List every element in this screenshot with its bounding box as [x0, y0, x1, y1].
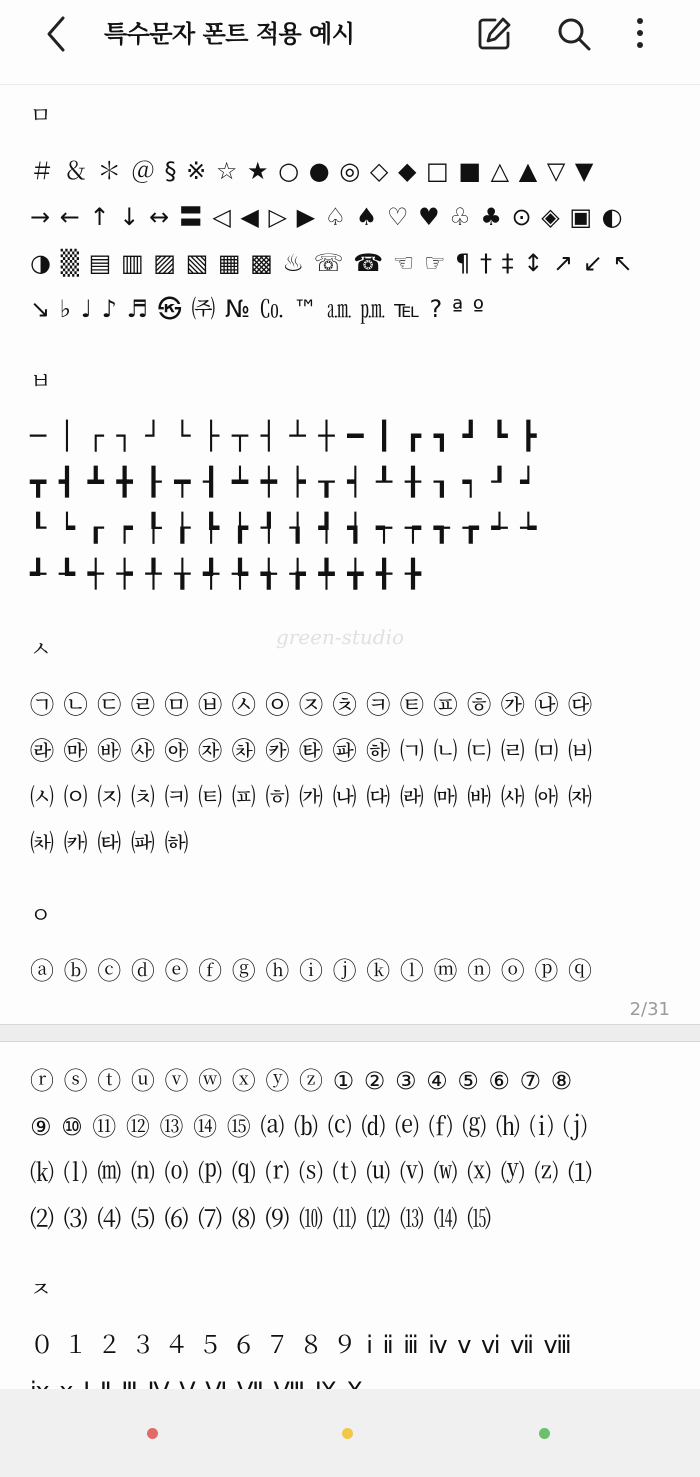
back-button[interactable] [38, 14, 78, 54]
symbol-line: ◑ ▒ ▤ ▥ ▨ ▧ ▦ ▩ ♨ ☏ ☎ ☜ ☞ ¶ † ‡ ↕ ↗ ↙ ↖ [30, 249, 634, 277]
watermark: green-studio [275, 625, 405, 649]
symbol-line: → ← ↑ ↓ ↔ 〓 ◁ ◀ ▷ ▶ ♤ ♠ ♡ ♥ ♧ ♣ ⊙ ◈ ▣ ◐ [30, 203, 624, 231]
search-button[interactable] [554, 14, 594, 54]
edit-icon [474, 14, 514, 54]
symbol-section [30, 1058, 670, 1242]
page-title: 특수문자 폰트 적용 예시 [104, 20, 355, 48]
back-arrow-icon [38, 14, 78, 54]
section-heading: ㅂ [30, 370, 52, 395]
more-options-button[interactable] [620, 14, 660, 54]
symbol-line: ⓐ ⓑ ⓒ ⓓ ⓔ ⓕ ⓖ ⓗ ⓘ ⓙ ⓚ ⓛ ⓜ ⓝ ⓞ ⓟ ⓠ [30, 957, 594, 985]
symbol-line: ┖ ┕ ┎ ┍ ┞ ┟ ┡ ┢ ┦ ┧ ┩ ┪ ┭ ┮ ┱ ┲ ┵ ┶ [30, 513, 539, 544]
section-heading: ㅇ [30, 904, 52, 929]
symbol-line: ＃ ＆ ＊ ＠ § ※ ☆ ★ ○ ● ◎ ◇ ◆ □ ■ △ ▲ ▽ ▼ [30, 157, 595, 185]
symbol-line: ↘ ♭ ♩ ♪ ♬ ㉿ ㈜ № ㏇ ™ ㏂ ㏘ ℡ ? ª º [30, 295, 486, 323]
symbol-line: ㈆ ㈇ ㈈ ㈉ ㈊ ㈋ ㈌ ㈍ ㈎ ㈏ ㈐ ㈑ ㈒ ㈓ ㈔ ㈕ ㈖ [30, 783, 594, 811]
symbol-line: ⓡ ⓢ ⓣ ⓤ ⓥ ⓦ ⓧ ⓨ ⓩ ① ② ③ ④ ⑤ ⑥ ⑦ ⑧ [30, 1067, 574, 1095]
symbol-line: ㈗ ㈘ ㈙ ㈚ ㈛ [30, 829, 190, 857]
more-vertical-icon [620, 14, 660, 54]
document-page [0, 84, 700, 1024]
nav-dot-red[interactable] [147, 1428, 158, 1439]
symbol-section [30, 102, 670, 332]
symbol-line: ㉠ ㉡ ㉢ ㉣ ㉤ ㉥ ㉦ ㉧ ㉨ ㉩ ㉪ ㉫ ㉬ ㉭ ㉮ ㉯ ㉰ [30, 691, 594, 719]
search-icon [554, 14, 594, 54]
nav-dot-green[interactable] [539, 1428, 550, 1439]
symbol-line: ㉱ ㉲ ㉳ ㉴ ㉵ ㉶ ㉷ ㉸ ㉹ ㉺ ㉻ ㈀ ㈁ ㈂ ㈃ ㈄ ㈅ [30, 737, 594, 765]
document-page [0, 1040, 700, 1400]
top-app-bar [0, 0, 700, 85]
document-content[interactable] [0, 84, 700, 1389]
symbol-line: ─ │ ┌ ┐ ┘ └ ├ ┬ ┤ ┴ ┼ ━ ┃ ┏ ┓ ┛ ┗ ┣ [30, 421, 539, 452]
symbol-line: ┳ ┫ ┻ ╋ ┠ ┯ ┨ ┷ ┿ ┝ ┰ ┥ ┸ ╂ ┒ ┑ ┚ ┙ [30, 467, 539, 498]
symbol-section [30, 902, 670, 994]
symbol-line: ⑵ ⑶ ⑷ ⑸ ⑹ ⑺ ⑻ ⑼ ⑽ ⑾ ⑿ ⒀ ⒁ ⒂ [30, 1205, 493, 1233]
symbol-section [30, 368, 670, 598]
nav-dot-yellow[interactable] [342, 1428, 353, 1439]
symbol-line: ⒦ ⒧ ⒨ ⒩ ⒪ ⒫ ⒬ ⒭ ⒮ ⒯ ⒰ ⒱ ⒲ ⒳ ⒴ ⒵ ⑴ [30, 1159, 594, 1187]
page-number: 2/31 [629, 999, 670, 1020]
section-heading: ㅁ [30, 104, 52, 129]
symbol-line: ０ １ ２ ３ ４ ５ ６ ７ ８ ９ ⅰ ⅱ ⅲ ⅳ ⅴ ⅵ ⅶ ⅷ [30, 1331, 573, 1359]
section-heading: ㅅ [30, 638, 52, 663]
edit-button[interactable] [474, 14, 514, 54]
symbol-line: ⑨ ⑩ ⑪ ⑫ ⑬ ⑭ ⑮ ⒜ ⒝ ⒞ ⒟ ⒠ ⒡ ⒢ ⒣ ⒤ ⒥ [30, 1113, 589, 1141]
symbol-section [30, 636, 670, 866]
section-heading: ㅈ [30, 1278, 52, 1303]
bottom-navigation-bar [0, 1389, 700, 1477]
symbol-line: ┹ ┺ ┽ ┾ ╀ ╁ ╃ ╄ ╅ ╆ ╇ ╈ ╉ ╊ [30, 559, 424, 590]
